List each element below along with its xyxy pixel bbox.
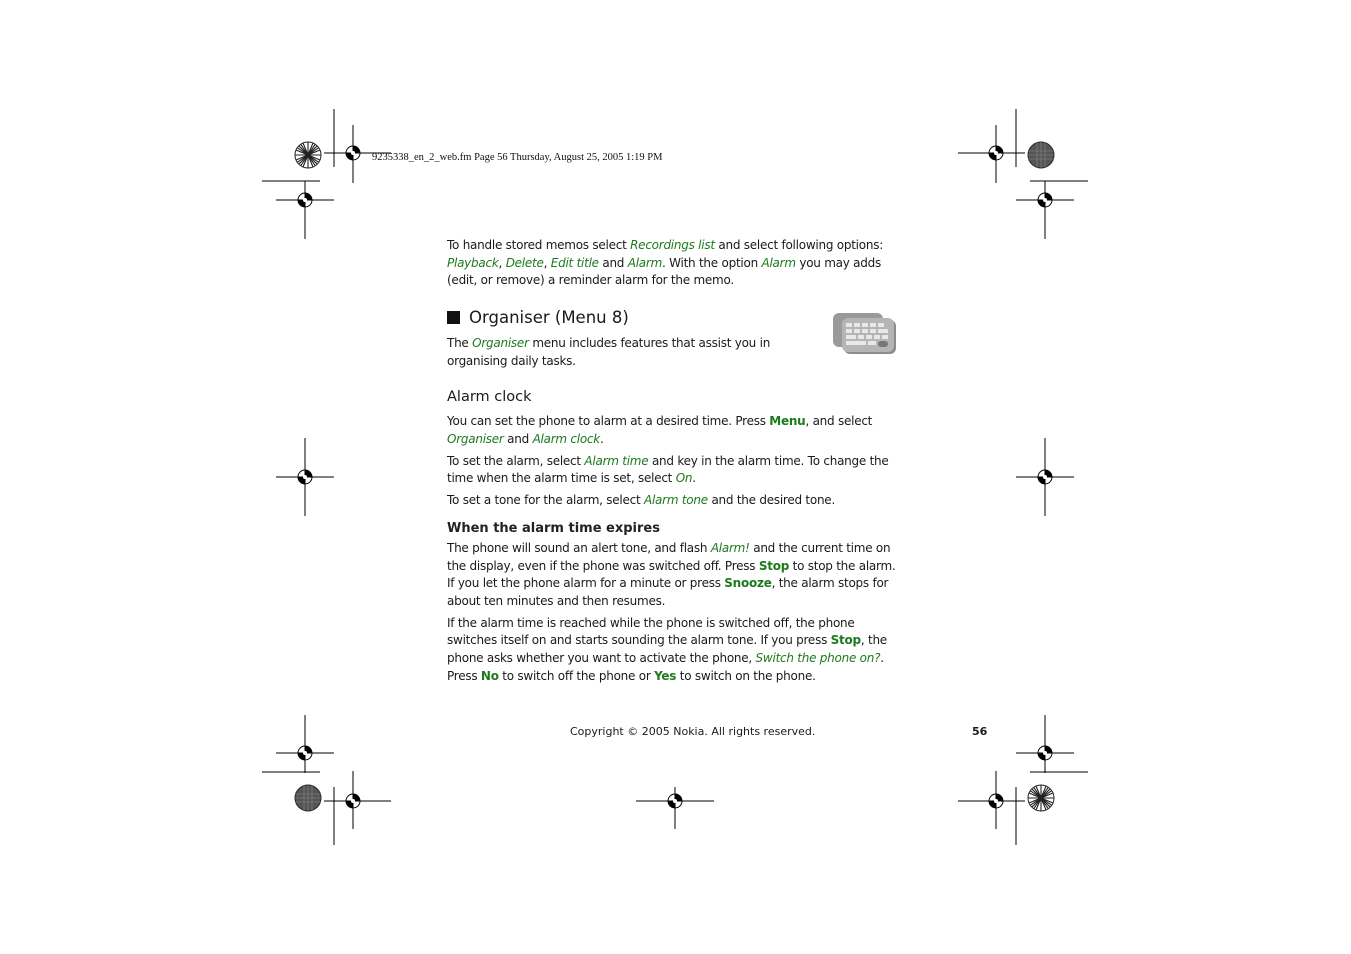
- organiser-keyboard-icon: [832, 312, 898, 356]
- alarm-clock-body: [447, 413, 905, 514]
- delete-option: Delete: [505, 255, 544, 270]
- playback-option: Playback: [447, 255, 499, 270]
- alarm-clock-heading: Alarm clock: [447, 389, 532, 405]
- page-number: 56: [972, 725, 988, 738]
- intro-paragraph: To handle stored memos select Recordings list and select following options: Playback, Delete, Edit title and Alarm. With the option Alarm you may adds (edit, or remove) a reminder alarm for the memo.: [447, 238, 883, 288]
- alarm-expires-para-1: The phone will sound an alert tone, and flash Alarm! and the current time on the display, even if the phone was switched off. Press Stop to stop the alarm. If you let the phone alarm for a minute or press Snooze, the alarm stops for about ten minutes and then resumes.: [447, 541, 896, 608]
- alarm-clock-para-1: You can set the phone to alarm at a desired time. Press Menu, and select Organiser and Alarm clock.: [447, 414, 873, 446]
- section-bullet-icon: [447, 311, 460, 324]
- snooze-key: Snooze: [724, 576, 772, 591]
- no-key: No: [480, 668, 499, 683]
- alarm-option: Alarm: [627, 255, 663, 270]
- alarm-expires-body: [447, 540, 905, 690]
- organiser-description: The Organiser menu includes features that assist you in organising daily tasks.: [447, 336, 771, 368]
- yes-key: Yes: [654, 668, 677, 683]
- organiser-menu-name: Organiser: [472, 336, 529, 350]
- alarm-clock-para-2: To set the alarm, select Alarm time and key in the alarm time. To change the time when the alarm time is set, select On.: [447, 453, 889, 486]
- edit-title-option: Edit title: [550, 255, 599, 270]
- stop-key-2: Stop: [830, 633, 861, 648]
- alarm-option-2: Alarm: [761, 255, 796, 270]
- stop-key: Stop: [758, 558, 790, 573]
- recordings-list-option: Recordings list: [630, 238, 715, 252]
- alarm-expires-para-2: If the alarm time is reached while the phone is switched off, the phone switches itself on and starts sounding the alarm tone. If you press Stop, the phone asks whether you want to activate the phone, Switch the phone on?. Press No to switch off the phone or Yes to switch on the phone.: [447, 615, 887, 683]
- alarm-clock-para-3: To set a tone for the alarm, select Alarm tone and the desired tone.: [447, 493, 836, 508]
- section-title: Organiser (Menu 8): [447, 308, 629, 327]
- file-header-line: 9235338_en_2_web.fm Page 56 Thursday, August 25, 2005 1:19 PM: [372, 152, 663, 163]
- alarm-expires-heading: When the alarm time expires: [447, 521, 660, 536]
- copyright-footer: Copyright © 2005 Nokia. All rights reserved.: [570, 725, 816, 738]
- menu-key: Menu: [769, 414, 806, 428]
